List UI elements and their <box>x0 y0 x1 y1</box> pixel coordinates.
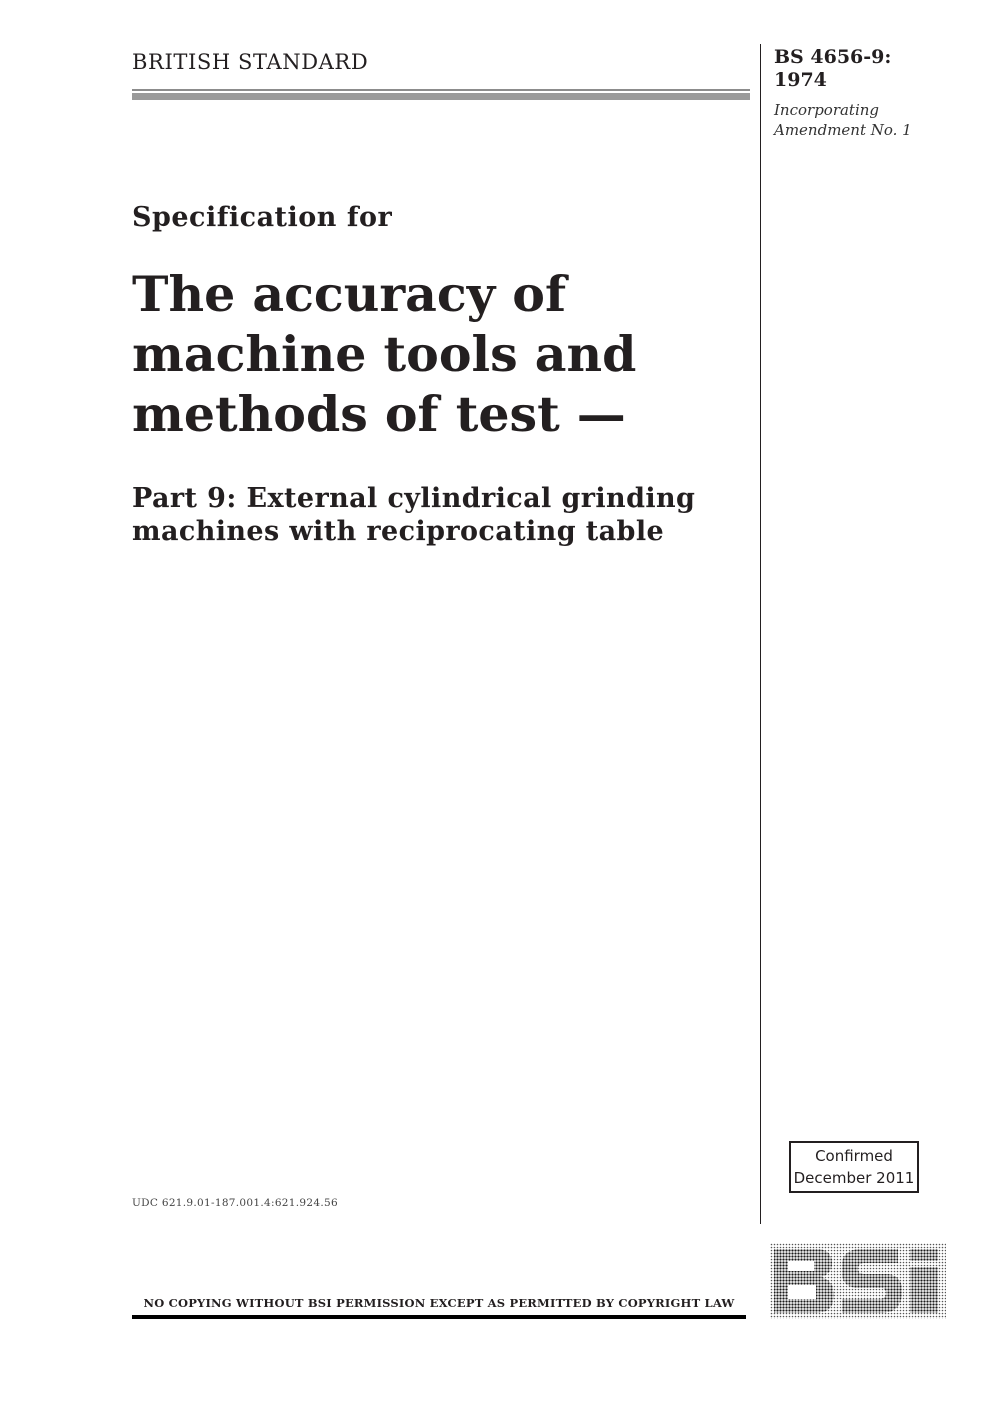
confirmed-date: December 2011 <box>793 1169 915 1187</box>
standard-number <box>774 46 891 92</box>
spec-for-heading: Specification for <box>132 202 393 233</box>
amendment-line2: Amendment No. 1 <box>774 121 912 139</box>
header-rule-thin <box>132 89 750 91</box>
copyright-notice: NO COPYING WITHOUT BSI PERMISSION EXCEPT AS PERMITTED BY COPYRIGHT LAW <box>143 1296 735 1310</box>
bsi-logo <box>770 1243 946 1323</box>
vertical-divider <box>760 44 761 1224</box>
main-title-line: The accuracy of <box>132 265 567 323</box>
standard-number-line1: BS 4656-9: <box>774 46 892 68</box>
confirmed-label: Confirmed <box>815 1147 893 1165</box>
publication-type-label: BRITISH STANDARD <box>132 50 369 74</box>
main-title-line: machine tools and <box>132 325 637 383</box>
confirmed-stamp <box>789 1141 919 1193</box>
main-title <box>132 264 742 444</box>
standard-number-line2: 1974 <box>774 69 827 91</box>
part-title-line: Part 9: External cylindrical grinding <box>132 483 696 514</box>
amendment-line1: Incorporating <box>774 101 880 119</box>
header-rule-thick <box>132 93 750 100</box>
part-title-line: machines with reciprocating table <box>132 516 665 547</box>
part-title <box>132 482 752 548</box>
footer-rule <box>132 1315 746 1319</box>
amendment-note <box>774 100 912 140</box>
main-title-line: methods of test — <box>132 385 626 443</box>
udc-classification: UDC 621.9.01-187.001.4:621.924.56 <box>132 1197 338 1209</box>
